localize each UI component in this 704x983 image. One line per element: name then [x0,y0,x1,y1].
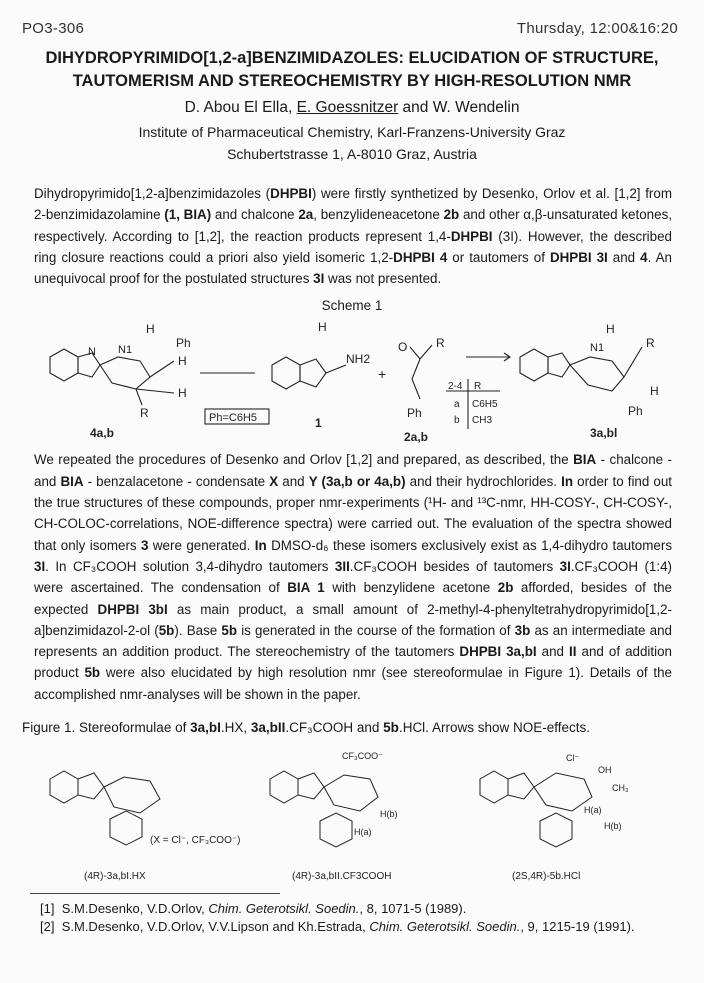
compound-label: 3a,bl [590,426,618,441]
structure-4ab [50,322,191,440]
sub-caption: (4R)-3a,bII.CF3COOH [292,871,392,883]
scheme-1 [0,317,704,445]
text-segment: X [269,473,279,489]
text-segment: as main product, a small amount of 2-methyl-4-phenyltetrahydropyrimido[1,2-a]benzimidazol-2-ol ( [34,601,673,638]
text-segment: and [536,644,570,660]
text-segment: .CF₃COOH and [285,720,384,736]
authors [0,97,704,119]
text-segment: In [254,537,267,553]
table-cell: CH3 [472,415,493,427]
text-segment: 3 [141,537,149,553]
text-segment: BIA 1 [287,580,325,596]
reference-1 [40,900,704,918]
text-segment: (3I). However, the described ring closure reactions could a priori also yield isomeric 1,2- [34,228,672,265]
compound-label: 4a,b [90,426,115,441]
atom-label: R [646,336,655,351]
atom-label: N [88,346,96,359]
stereoformula-5b-HCl [480,753,629,882]
text-segment: Y (3a,b or 4a,b) [308,473,406,489]
ref-authors: S.M.Desenko, V.D.Orlov, V.V.Lipson and Kh.Estrada, [61,919,370,935]
text-segment: 5b [383,720,399,736]
atom-label: O [398,340,408,355]
text-segment: BIA [60,473,84,489]
reference-2 [40,918,704,936]
text-segment: In [561,473,574,489]
text-segment: and [607,249,641,265]
text-segment: DHPBI 3bI [97,601,168,617]
figure-caption [22,719,704,737]
text-segment: 3I [313,271,325,287]
atom-label: Ph [628,404,643,419]
text-segment: .CF₃COOH besides of tautomers [349,558,560,574]
presenting-author: E. Goessnitzer [296,99,399,116]
author: and W. Wendelin [398,99,520,116]
text-segment: 3I [559,558,571,574]
text-segment: 3a,bII [250,720,286,736]
intro-paragraph [34,183,672,289]
text-segment: is generated in the course of the formation of [237,622,515,638]
text-segment: . In CF₃COOH solution 3,4-dihydro tautomers [45,558,335,574]
text-segment: . An unequivocal proof for the postulated structures [34,249,672,287]
scheme-title: Scheme 1 [321,298,383,314]
compound-label: 2a,b [404,430,429,445]
text-segment: were generated. [148,537,255,553]
text-segment: 3II [334,558,350,574]
text-segment: or tautomers of [447,249,550,265]
references-divider [30,893,280,894]
atom-label: H [650,384,659,399]
text-segment: afforded, besides of the expected [34,580,672,617]
atom-label: N1 [590,342,605,355]
text-segment: , benzylideneacetone [313,207,444,223]
text-segment: 2b [443,207,460,223]
atom-label: H [146,322,155,337]
ref-details: , 8, 1071-5 (1989). [359,901,467,917]
text-segment: 2b [497,580,514,596]
page-header [0,0,704,37]
atom-label: OH [598,765,612,776]
table-header: R [474,381,482,393]
text-segment: ) were firstly synthetized by Desenko, Orlov et al. [1,2] from 2-benzimidazolamine [34,186,672,223]
ref-number: [1] [40,901,55,917]
text-segment: (1, BIA) [164,207,212,223]
ref-details: , 9, 1215-19 (1991). [520,919,635,935]
affiliation-line: Institute of Pharmaceutical Chemistry, Karl-Franzens-University Graz [138,124,566,140]
stereoformula-3abII-CF3COOH [270,751,398,882]
table-header: 2-4 [448,381,463,393]
atom-label: H [178,354,187,369]
atom-label: H [318,320,327,335]
text-segment: and [278,473,309,489]
atom-label: H(b) [380,809,398,820]
text-segment: and of addition product [34,644,672,681]
ref-number: [2] [40,919,55,935]
sub-caption: (4R)-3a,bI.HX [84,871,146,883]
text-segment: with benzylidene acetone [324,580,498,596]
text-segment: 3a,bI [190,720,221,736]
results-paragraph [34,449,672,705]
text-segment: - benzalacetone - condensate [83,473,270,489]
text-segment: 5b [84,665,101,681]
structure-2ab [398,336,500,444]
text-segment: and other α,β-unsaturated ketones, respectively. According to [1,2], the reaction products represent 1,4- [34,207,672,244]
author: D. Abou El Ella, [184,99,297,116]
atom-label: R [436,336,445,351]
atom-label: NH2 [346,352,371,367]
table-cell: b [454,415,460,427]
text-segment: was not presented. [324,271,442,287]
text-segment: and chalcone [211,207,299,223]
affiliation-line: Schubertstrasse 1, A-8010 Graz, Austria [227,146,477,162]
text-segment: DHPBI 3a,bI [459,644,537,660]
counterion-note: (X = Cl⁻, CF₃COO⁻) [150,835,241,847]
text-segment: 2a [298,207,314,223]
atom-label: H(a) [354,827,372,838]
text-segment: .HCl. Arrows show NOE-effects. [398,720,590,736]
paper-title [0,47,704,93]
text-segment: 5b [221,622,238,638]
text-segment: DHPBI 3I [549,249,608,265]
text-segment: DHPBI [270,186,312,201]
atom-label: H(a) [584,805,602,816]
text-segment: 3b [514,622,531,638]
atom-label: Ph [407,406,422,421]
ref-authors: S.M.Desenko, V.D.Orlov, [61,901,209,917]
atom-label: Ph [176,336,191,351]
ref-journal: Chim. Geterotsikl. Soedin. [369,919,521,935]
affiliation [0,121,704,165]
text-segment: - chalcone - and [34,452,672,489]
text-segment: order to find out the true structures of these compounds, proper nmr-experiments (¹H- and ¹³C-nmr, HH-COSY-, CH-COSY-, CH-COLOC-correlations, NOE-difference spectra) were carried out. The evaluation of the spectra showed that only isomers [34,473,673,553]
plus-sign: + [378,366,387,383]
stereoformula-3abI-HX [50,771,240,882]
ph-definition: Ph=C6H5 [209,412,258,425]
text-segment: BIA [573,452,597,468]
text-segment: were also elucidated by high resolution nmr (see stereoformulae in Figure 1). Details of the accomplished nmr-analyses will be shown in the paper. [34,665,673,702]
atom-label: H [178,386,187,401]
atom-label: N1 [118,344,133,357]
compound-label: 1 [315,416,322,431]
counterion-label: Cl⁻ [566,753,580,764]
text-segment: 3I [34,558,46,574]
figure-1 [0,739,704,889]
atom-label: H [606,322,615,337]
table-cell: a [454,399,460,411]
counterion-label: CF₃COO⁻ [342,751,383,762]
text-segment: and their hydrochlorides. [405,473,562,489]
atom-label: R [140,406,149,421]
text-segment: ). Base [174,622,222,638]
text-segment: as an intermediate and represents an addition product. The stereochemistry of the tautomers [34,622,672,660]
text-segment: Dihydropyrimido[1,2-a]benzimidazoles ( [34,186,271,201]
text-segment: II [569,644,577,660]
ref-journal: Chim. Geterotsikl. Soedin. [208,901,360,917]
structure-3abl [520,322,659,440]
text-segment: .CF₃COOH (1:4) were ascertained. The condensation of [34,558,673,596]
atom-label: CH₃ [612,783,629,794]
text-segment: 5b [158,622,175,638]
text-segment: .HX, [220,720,251,736]
session-time: Thursday, 12:00&16:20 [516,20,678,37]
title-line: TAUTOMERISM AND STEREOCHEMISTRY BY HIGH-RESOLUTION NMR [72,72,632,90]
text-segment: 4 [640,249,648,265]
text-segment: We repeated the procedures of Desenko and Orlov [1,2] and prepared, as described, the [34,452,574,468]
table-cell: C6H5 [472,399,498,411]
structure-1 [272,320,386,430]
atom-label: H(b) [604,821,622,832]
text-segment: DMSO-d₆ these isomers exclusively exist as 1,4-dihydro tautomers [266,537,673,553]
text-segment: Figure 1. Stereoformulae of [22,720,191,736]
text-segment: DHPBI 4 [393,249,448,265]
sub-caption: (2S,4R)-5b.HCl [512,871,581,883]
poster-code: PO3-306 [22,20,85,37]
text-segment: DHPBI [450,228,493,244]
title-line: DIHYDROPYRIMIDO[1,2-a]BENZIMIDAZOLES: ELUCIDATION OF STRUCTURE, [45,49,659,67]
